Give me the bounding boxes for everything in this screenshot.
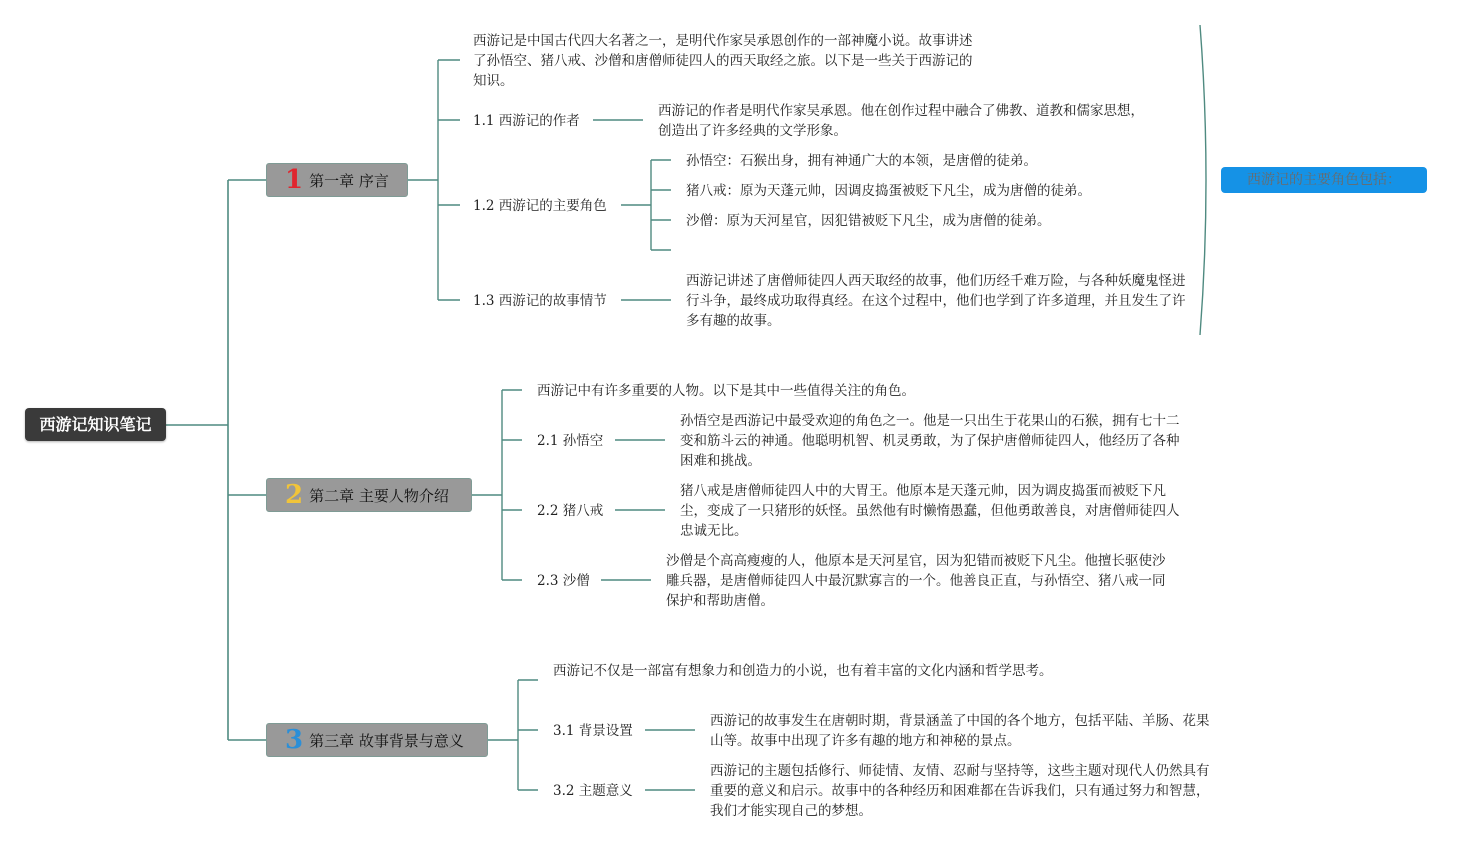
chapter-title: 第二章 主要人物介绍 — [309, 486, 449, 505]
root-node[interactable]: 西游记知识笔记 — [25, 408, 166, 441]
chapter-3-intro[interactable]: 西游记不仅是一部富有想象力和创造力的小说，也有着丰富的文化内涵和哲学思考。 — [553, 663, 1053, 679]
summary-callout[interactable]: 西游记的主要角色包括： — [1221, 167, 1427, 193]
section-2-3-content[interactable]: 沙僧是个高高瘦瘦的人，他原本是天河星官，因为犯错而被贬下凡尘。他擅长驱使沙雕兵器，是唐僧师徒四人中最沉默寡言的一个。他善良正直，与孙悟空、猪八戒一同保护和帮助唐僧。 — [666, 553, 1166, 609]
section-1-2-label[interactable]: 1.2 西游记的主要角色 — [473, 198, 607, 214]
section-2-1-content[interactable]: 孙悟空是西游记中最受欢迎的角色之一。他是一只出生于花果山的石猴，拥有七十二变和筋斗云的神通。他聪明机智、机灵勇敢，为了保护唐僧师徒四人，他经历了各种困难和挑战。 — [680, 413, 1180, 469]
connector-1-2-items — [651, 160, 671, 250]
chapter-title: 第一章 序言 — [309, 171, 389, 190]
chapter-title: 第三章 故事背景与意义 — [309, 731, 464, 750]
section-1-2-item[interactable]: 猪八戒：原为天蓬元帅，因调皮捣蛋被贬下凡尘，成为唐僧的徒弟。 — [686, 183, 1091, 199]
section-2-2-content[interactable]: 猪八戒是唐僧师徒四人中的大胃王。他原本是天蓬元帅，因为调皮捣蛋而被贬下凡尘，变成了一只猪形的妖怪。虽然他有时懒惰愚蠢，但他勇敢善良，对唐僧师徒四人忠诚无比。 — [680, 483, 1180, 539]
section-3-2-label[interactable]: 3.2 主题意义 — [553, 783, 633, 799]
chapter-number: 2 — [285, 480, 304, 510]
summary-bracket — [1200, 25, 1206, 335]
connector-ch2-items — [502, 390, 522, 580]
connector-ch3-items — [518, 680, 538, 790]
chapter-2-node[interactable] — [266, 478, 472, 512]
chapter-1-node[interactable] — [266, 163, 408, 197]
chapter-1-intro[interactable]: 西游记是中国古代四大名著之一，是明代作家吴承恩创作的一部神魔小说。故事讲述了孙悟空、猪八戒、沙僧和唐僧师徒四人的西天取经之旅。以下是一些关于西游记的知识。 — [473, 33, 973, 89]
section-2-1-label[interactable]: 2.1 孙悟空 — [537, 433, 604, 449]
section-1-1-label[interactable]: 1.1 西游记的作者 — [473, 113, 580, 129]
section-3-2-content[interactable]: 西游记的主题包括修行、师徒情、友情、忍耐与坚持等，这些主题对现代人仍然具有重要的意义和启示。故事中的各种经历和困难都在告诉我们，只有通过努力和智慧，我们才能实现自己的梦想。 — [710, 763, 1210, 819]
section-3-1-label[interactable]: 3.1 背景设置 — [553, 723, 633, 739]
chapter-number: 3 — [285, 725, 304, 755]
chapter-number: 1 — [285, 165, 304, 195]
section-1-2-item[interactable]: 沙僧：原为天河星官，因犯错被贬下凡尘，成为唐僧的徒弟。 — [686, 213, 1051, 229]
section-3-1-content[interactable]: 西游记的故事发生在唐朝时期，背景涵盖了中国的各个地方，包括平陆、羊肠、花果山等。故事中出现了许多有趣的地方和神秘的景点。 — [710, 713, 1210, 749]
chapter-2-intro[interactable]: 西游记中有许多重要的人物。以下是其中一些值得关注的角色。 — [537, 383, 915, 399]
section-1-1-content[interactable]: 西游记的作者是明代作家吴承恩。他在创作过程中融合了佛教、道教和儒家思想，创造出了许多经典的文学形象。 — [658, 103, 1144, 139]
section-1-2-item[interactable]: 孙悟空：石猴出身，拥有神通广大的本领，是唐僧的徒弟。 — [686, 153, 1037, 169]
chapter-3-node[interactable] — [266, 723, 488, 757]
section-1-3-label[interactable]: 1.3 西游记的故事情节 — [473, 293, 607, 309]
section-2-2-label[interactable]: 2.2 猪八戒 — [537, 503, 604, 519]
section-1-3-content[interactable]: 西游记讲述了唐僧师徒四人西天取经的故事，他们历经千难万险，与各种妖魔鬼怪进行斗争，最终成功取得真经。在这个过程中，他们也学到了许多道理，并且发生了许多有趣的故事。 — [686, 273, 1186, 329]
section-2-3-label[interactable]: 2.3 沙僧 — [537, 573, 590, 589]
